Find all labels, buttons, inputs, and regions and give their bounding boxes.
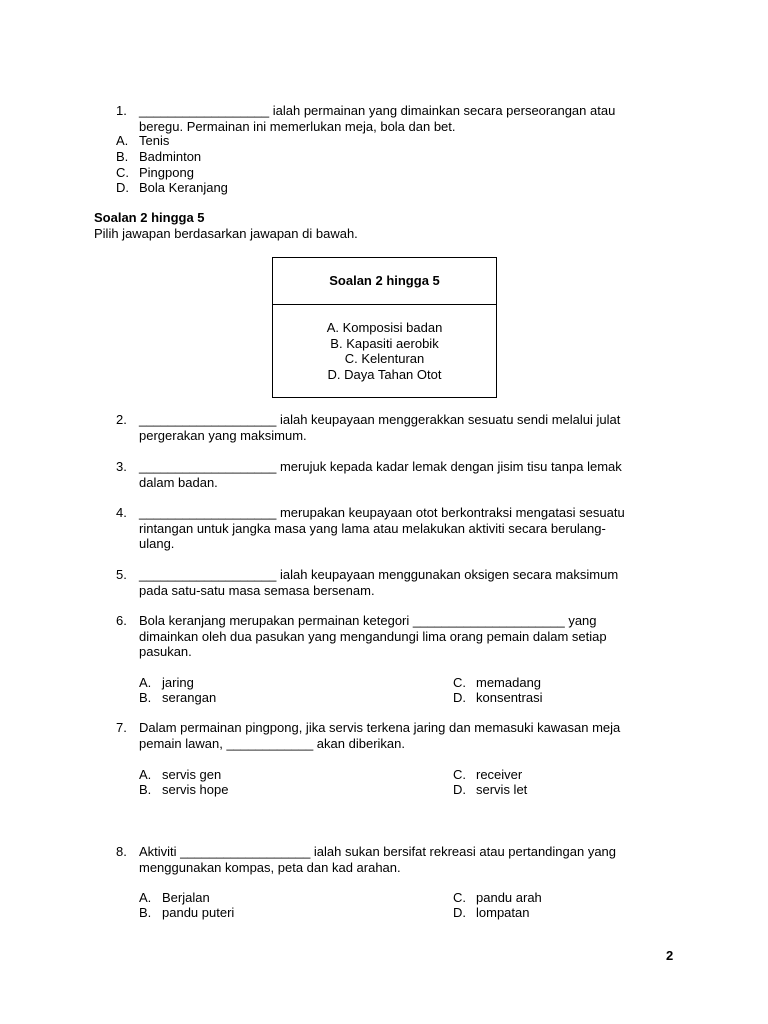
question-text: ___________________ merupakan keupayaan otot berkontraksi mengatasi sesuatu rintangan untuk jangka masa yang lama atau melakukan aktiviti secara berulang- ulang. <box>139 505 625 551</box>
option-b: B. serangan <box>139 690 217 705</box>
option-a: A. Tenis <box>116 133 170 148</box>
option-c: C. pandu arah <box>453 890 542 905</box>
option-d: D. lompatan <box>453 905 530 920</box>
option-d: D. servis let <box>453 782 528 797</box>
question-number: 7. <box>116 720 127 735</box>
answer-box-item: C. Kelenturan <box>344 351 425 366</box>
question-text: Bola keranjang merupakan permainan ketegori _____________________ yang dimainkan oleh dua pasukan yang mengandungi lima orang pemain dalam setiap pasukan. <box>139 613 607 659</box>
question-text: Aktiviti __________________ ialah sukan bersifat rekreasi atau pertandingan yang menggunakan kompas, peta dan kad arahan. <box>139 844 617 875</box>
option-c: C. memadang <box>453 675 542 690</box>
answer-box-list <box>273 320 496 382</box>
question-number: 8. <box>116 844 127 859</box>
option-c: C. receiver <box>453 767 523 782</box>
answer-box-header <box>273 258 496 305</box>
answer-box <box>272 257 497 398</box>
option-d: D. Bola Keranjang <box>116 180 228 195</box>
option-a: A. servis gen <box>139 767 222 782</box>
answer-box-item: D. Daya Tahan Otot <box>327 366 442 382</box>
question-number: 6. <box>116 613 127 628</box>
question-number: 1. <box>116 103 127 118</box>
option-b: B. Badminton <box>116 149 202 164</box>
question-number: 4. <box>116 505 127 520</box>
question-text: ___________________ ialah keupayaan menggerakkan sesuatu sendi melalui julat pergerakan yang maksimum. <box>139 412 621 443</box>
question-text: ___________________ merujuk kepada kadar lemak dengan jisim tisu tanpa lemak dalam badan. <box>139 459 622 490</box>
answer-box-title: Soalan 2 hingga 5 <box>329 273 440 288</box>
question-text: __________________ ialah permainan yang dimainkan secara perseorangan atau beregu. Permainan ini memerlukan meja, bola dan bet. <box>139 103 616 134</box>
option-a: A. Berjalan <box>139 890 210 905</box>
question-number: 2. <box>116 412 127 427</box>
question-number: 5. <box>116 567 127 582</box>
option-d: D. konsentrasi <box>453 690 543 705</box>
answer-box-item: B. Kapasiti aerobik <box>330 335 439 351</box>
question-text: ___________________ ialah keupayaan menggunakan oksigen secara maksimum pada satu-satu masa semasa bersenam. <box>139 567 619 598</box>
section-instruction: Pilih jawapan berdasarkan jawapan di bawah. <box>94 226 358 241</box>
option-c: C. Pingpong <box>116 165 194 180</box>
option-b: B. servis hope <box>139 782 229 797</box>
answer-box-item: A. Komposisi badan <box>326 320 443 335</box>
section-title: Soalan 2 hingga 5 <box>94 210 205 225</box>
page-number: 2 <box>666 948 674 963</box>
option-b: B. pandu puteri <box>139 905 235 920</box>
question-number: 3. <box>116 459 127 474</box>
question-text: Dalam permainan pingpong, jika servis terkena jaring dan memasuki kawasan meja pemain lawan, ____________ akan diberikan. <box>139 720 621 751</box>
option-a: A. jaring <box>139 675 194 690</box>
